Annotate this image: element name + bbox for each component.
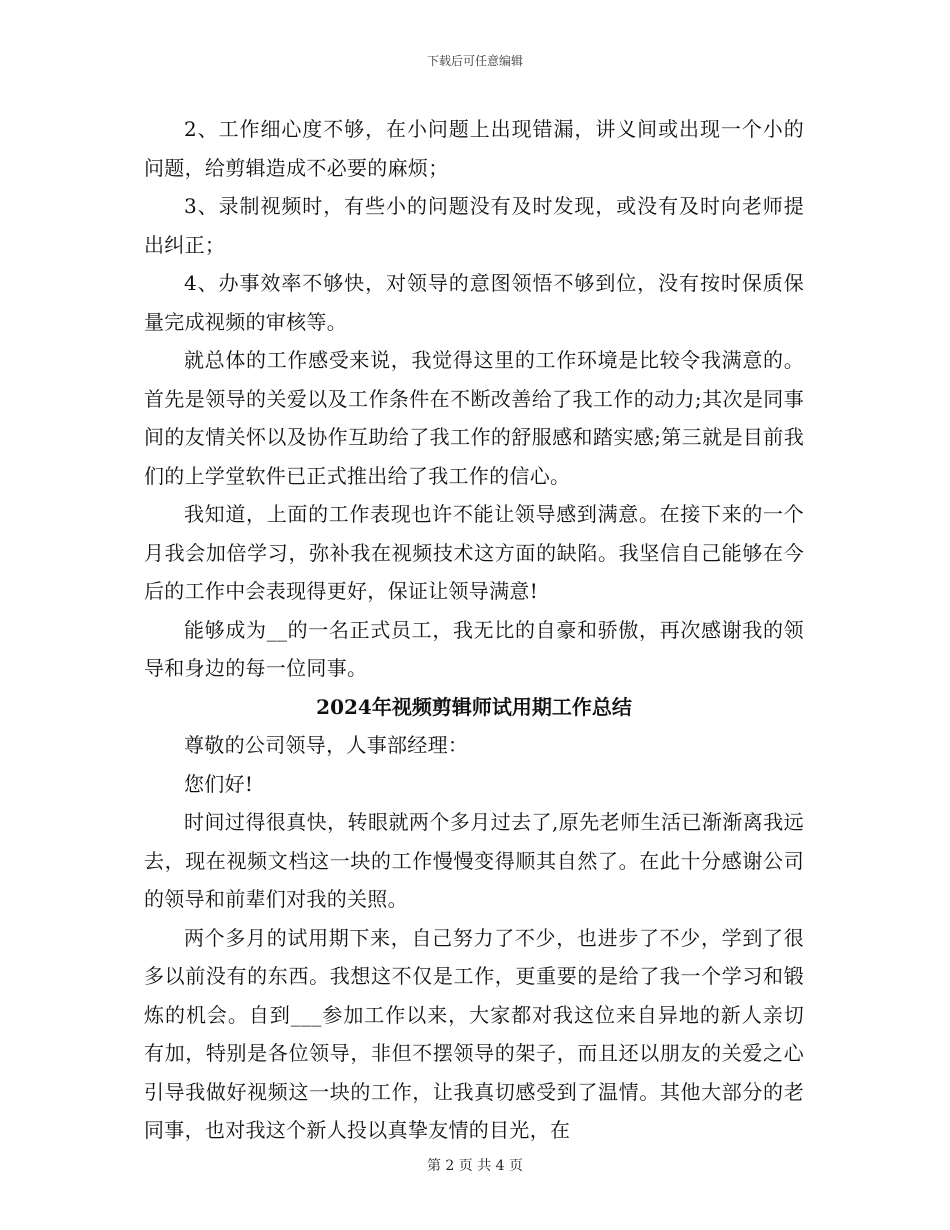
document-body — [144, 110, 804, 1150]
paragraph: 2、工作细心度不够，在小问题上出现错漏，讲义间或出现一个小的问题，给剪辑造成不必要的麻烦； — [144, 117, 804, 180]
paragraph: 就总体的工作感受来说，我觉得这里的工作环境是比较令我满意的。首先是领导的关爱以及工作条件在不断改善给了我工作的动力;其次是同事间的友情关怀以及协作互助给了我工作的舒服感和踏实感;第三就是目前我们的上学堂软件已正式推出给了我工作的信心。 — [144, 348, 804, 488]
page-header: 下载后可任意编辑 — [426, 54, 523, 68]
paragraph: 4、办事效率不够快，对领导的意图领悟不够到位，没有按时保质保量完成视频的审核等。 — [144, 271, 804, 334]
paragraph: 能够成为__的一名正式员工，我无比的自豪和骄傲，再次感谢我的领导和身边的每一位同事。 — [144, 617, 804, 680]
paragraph: 两个多月的试用期下来，自己努力了不少，也进步了不少，学到了很多以前没有的东西。我想这不仅是工作，更重要的是给了我一个学习和锻炼的机会。自到___参加工作以来，大家都对我这位来自异地的新人亲切有加，特别是各位领导，非但不摆领导的架子，而且还以朋友的关爱之心引导我做好视频这一块的工作，让我真切感受到了温情。其他大部分的老同事，也对我这个新人投以真挚友情的目光，在 — [144, 925, 804, 1142]
section-title: 2024年视频剪辑师试用期工作总结 — [316, 694, 632, 719]
page-number: 第 2 页 共 4 页 — [426, 1158, 524, 1174]
greeting: 您们好! — [184, 771, 254, 796]
salutation: 尊敬的公司领导，人事部经理： — [184, 733, 469, 757]
paragraph: 3、录制视频时，有些小的问题没有及时发现，或没有及时向老师提出纠正； — [144, 194, 804, 257]
paragraph: 我知道，上面的工作表现也许不能让领导感到满意。在接下来的一个月我会加倍学习，弥补我在视频技术这方面的缺陷。我坚信自己能够在今后的工作中会表现得更好，保证让领导满意! — [144, 502, 804, 603]
paragraph: 时间过得很真快，转眼就两个多月过去了,原先老师生活已渐渐离我远去，现在视频文档这一块的工作慢慢变得顺其自然了。在此十分感谢公司的领导和前辈们对我的关照。 — [144, 810, 804, 911]
